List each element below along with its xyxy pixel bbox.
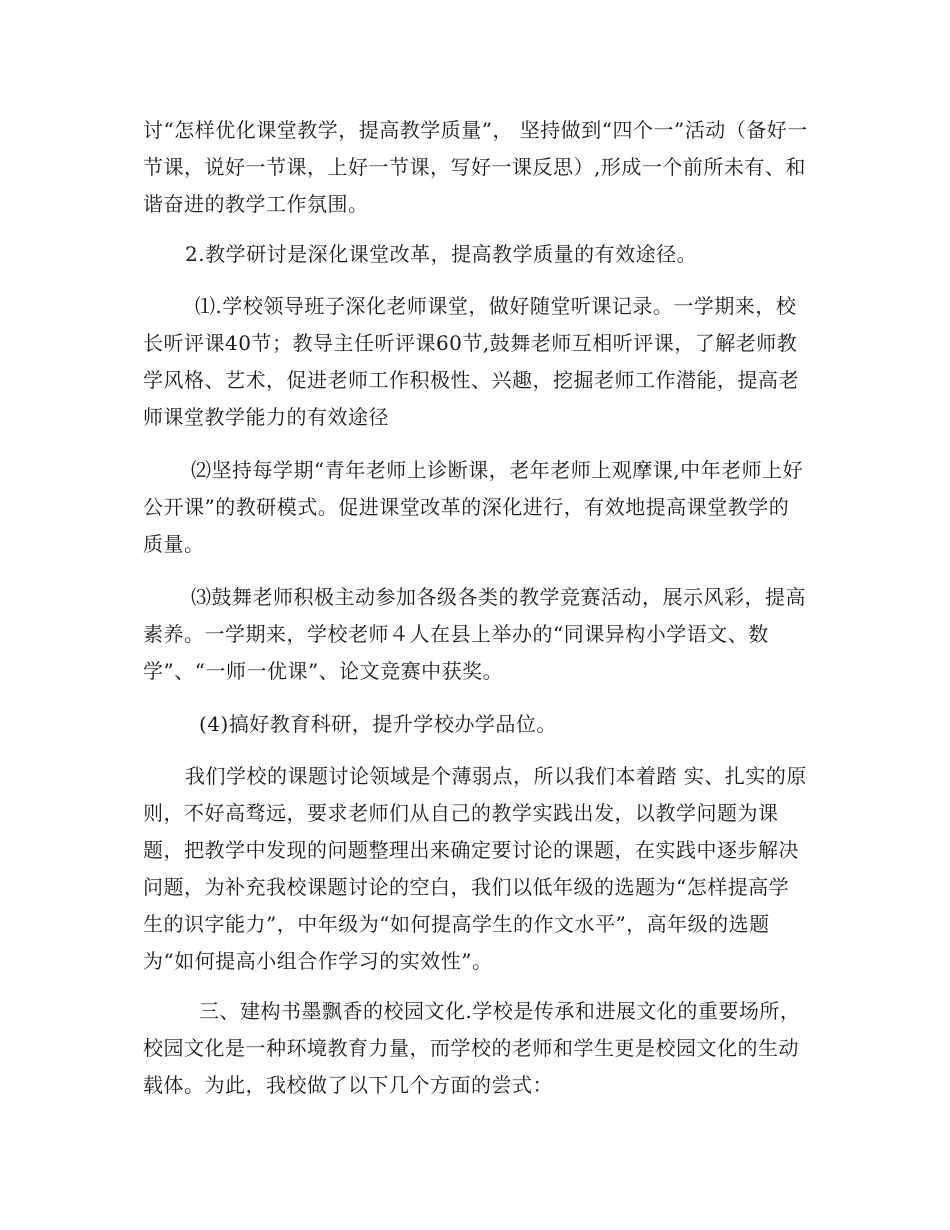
paragraph-item-4: (4)搞好教育科研，提升学校办学品位。 [199, 712, 557, 736]
paragraph-research: 我们学校的课题讨论领域是个薄弱点，所以我们本着踏 实、扎实的原则，不好高骛远，要求老师们从自己的教学实践出发，以教学问题为课题，把教学中发现的问题整理出来确定要讨论的课题，在实践中逐步解决问题，为补充我校课题讨论的空白，我们以低年级的选题为“怎样提高学生的识字能力”，中年级为“如何提高学生的作文水平”，高年级的选题为“如何提高小组合作学习的实效性”。 [143, 764, 807, 973]
paragraph-heading-2: 2.教学研讨是深化课堂改革，提高教学质量的有效途径。 [185, 242, 698, 266]
paragraph-continuation: 讨“怎样优化课堂教学，提高教学质量”， 坚持做到“四个一”活动（备好一节课，说好一节课，上好一节课，写好一课反思）,形成一个前所未有、和谐奋进的教学工作氛围。 [143, 118, 808, 216]
paragraph-item-2: ⑵坚持每学期“青年老师上诊断课，老年老师上观摩课,中年老师上好公开课”的教研模式。促进课堂改革的深化进行，有效地提高课堂教学的质量。 [143, 458, 804, 556]
paragraph-section-3: 三、建构书墨飘香的校园文化.学校是传承和进展文化的重要场所，校园文化是一种环境教育力量，而学校的老师和学生更是校园文化的生动载体。为此，我校做了以下几个方面的尝式： [143, 999, 801, 1097]
paragraph-item-1: ⑴.学校领导班子深化老师课堂，做好随堂听课记录。一学期来，校长听评课40节；教导主任听评课60节,鼓舞老师互相听评课，了解老师教学风格、艺术，促进老师工作积极性、兴趣，挖掘老师工作潜能，提高老师课堂教学能力的有效途径 [143, 294, 799, 429]
paragraph-item-3: ⑶鼓舞老师积极主动参加各级各类的教学竞赛活动，展示风彩，提高素养。一学期来，学校老师４人在县上举办的“同课异构小学语文、数学”、“一师一优课”、论文竞赛中获奖。 [143, 585, 806, 683]
